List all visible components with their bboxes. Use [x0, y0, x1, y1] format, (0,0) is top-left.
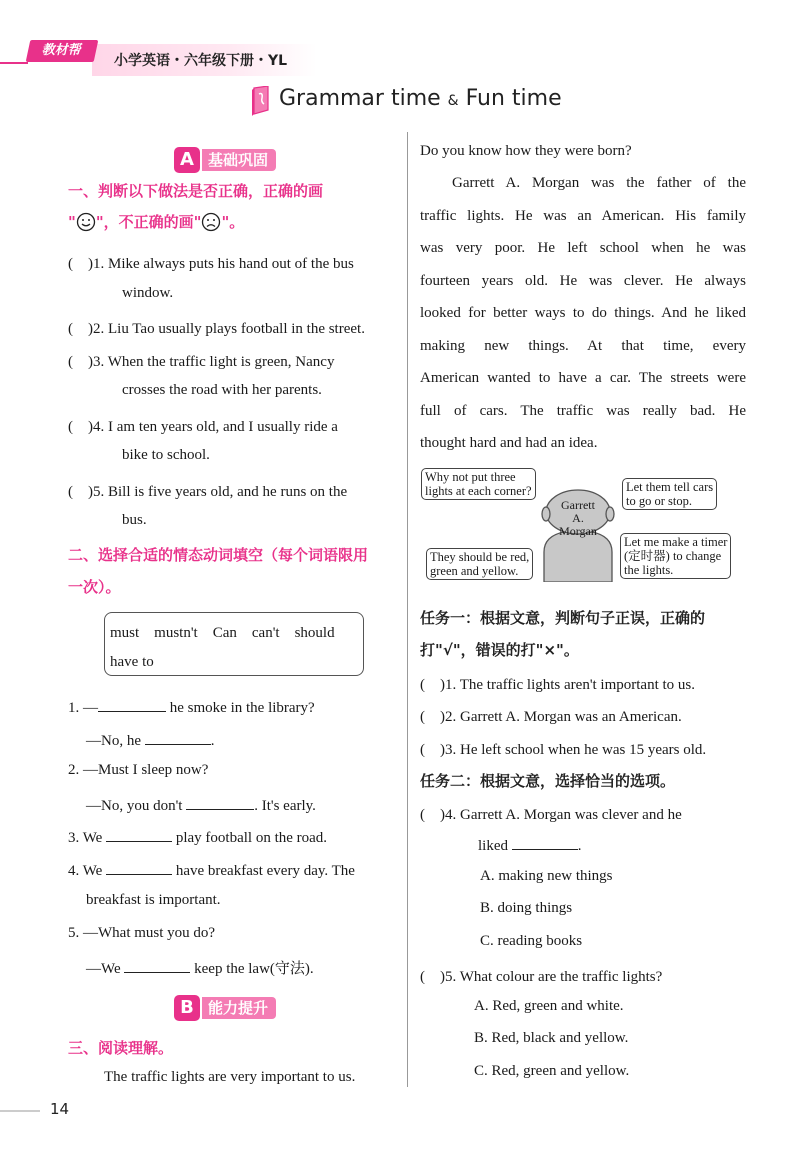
section-a-label: 基础巩固 [202, 149, 276, 171]
page-title [279, 86, 562, 111]
q-prefix: liked [478, 838, 508, 854]
answer-bracket[interactable]: ( ) [68, 256, 93, 272]
passage-line: Garrett A. Morgan was the father of the [452, 175, 746, 191]
section-b-label: 能力提升 [202, 997, 276, 1019]
section-a-letter: A [174, 147, 200, 173]
bubble-line: lights at each corner? [425, 484, 532, 498]
bubble-line: Why not put three [425, 470, 516, 484]
header-title: 小学英语・六年级下册・YL [114, 53, 288, 69]
q-suffix: . [210, 733, 215, 749]
answer-bracket[interactable]: ( ) [68, 419, 93, 435]
part1-heading-end: "。 [221, 213, 245, 231]
option-b: B. doing things [480, 900, 573, 916]
bubble-line: the lights. [624, 563, 674, 577]
passage-line: traffic lights. He was an American. His family [420, 208, 746, 224]
part2-q1-line2 [86, 730, 215, 750]
bubble-line: They should be red, [430, 550, 530, 564]
part2-q5-line1: 5. —What must you do? [68, 925, 216, 941]
speech-bubble-2 [426, 548, 533, 580]
option-c: C. Red, green and yellow. [474, 1063, 630, 1079]
q-prefix: 1. — [68, 700, 98, 716]
cartoon-name [556, 499, 600, 538]
q-suffix: . [577, 838, 582, 854]
part1-item-3 [68, 350, 334, 371]
item-text: 3. He left school when he was 15 years old. [445, 742, 707, 758]
part2-q2-line2 [86, 795, 316, 815]
sad-face-icon [201, 212, 221, 232]
part2-heading-line1: 二、选择合适的情态动词填空（每个词语限用 [68, 546, 369, 564]
part1-item-4 [68, 415, 338, 436]
bubble-line: Let me make a timer [624, 535, 728, 549]
task2-q4-cont [478, 835, 582, 855]
option-a: A. Red, green and white. [474, 998, 624, 1014]
speech-bubble-1 [421, 468, 536, 500]
part2-q4-cont: breakfast is important. [86, 892, 221, 908]
passage-line: thought hard and had an idea. [420, 435, 598, 451]
q-suffix: keep the law(守法). [194, 961, 314, 977]
passage-line: fourteen years old. He was clever. He always [420, 273, 746, 289]
part2-q1-line1 [68, 697, 315, 717]
answer-blank[interactable] [512, 835, 578, 850]
header-accent-line [0, 62, 28, 64]
part1-item-1-cont: window. [122, 285, 174, 301]
part1-item-2 [68, 317, 365, 338]
option-c: C. reading books [480, 933, 583, 949]
part2-q2-line1: 2. —Must I sleep now? [68, 762, 209, 778]
bubble-line: green and yellow. [430, 564, 519, 578]
item-text: 4. Garrett A. Morgan was clever and he [445, 807, 682, 823]
task1-item-1 [420, 673, 695, 694]
part1-item-5-cont: bus. [122, 512, 147, 528]
q-prefix: 3. We [68, 830, 103, 846]
answer-bracket[interactable]: ( ) [420, 709, 445, 725]
header-badge: 教材帮 [26, 40, 99, 62]
passage-start: The traffic lights are very important to us. [104, 1069, 356, 1085]
answer-blank[interactable] [186, 795, 254, 810]
part1-heading-mid: "，不正确的画" [95, 213, 202, 231]
q-suffix: play football on the road. [175, 830, 328, 846]
task2-q4 [420, 803, 682, 824]
task1-heading-line2: 打"√"，错误的打"×"。 [420, 641, 579, 659]
book-icon [250, 86, 272, 116]
speech-bubble-4 [620, 533, 731, 579]
word-bank-line1: must mustn't Can can't should [110, 625, 335, 641]
answer-bracket[interactable]: ( ) [420, 807, 445, 823]
q-prefix: 4. We [68, 863, 103, 879]
q-prefix: —We [86, 961, 121, 977]
answer-bracket[interactable]: ( ) [68, 354, 93, 370]
passage-line: was very poor. He left school when he was [420, 240, 746, 256]
part2-heading-line2: 一次）。 [68, 578, 121, 596]
option-b: B. Red, black and yellow. [474, 1030, 629, 1046]
q-prefix: —No, he [86, 733, 141, 749]
speech-bubble-3 [622, 478, 717, 510]
passage-line: looked for better ways to do things. And he liked [420, 305, 746, 321]
passage-line: full of cars. The traffic was really bad. He [420, 403, 746, 419]
task2-q5 [420, 965, 662, 986]
section-b-badge [174, 994, 276, 1022]
part2-q5-line2 [86, 957, 314, 978]
q-prefix: —No, you don't [86, 798, 183, 814]
part1-item-4-cont: bike to school. [122, 447, 210, 463]
answer-blank[interactable] [124, 958, 190, 973]
part1-heading-line1: 一、判断以下做法是否正确，正确的画 [68, 182, 324, 200]
page-title-amp: & [447, 93, 459, 109]
q-suffix: . It's early. [254, 798, 316, 814]
section-a-badge [174, 146, 276, 174]
answer-blank[interactable] [106, 827, 172, 842]
task2-heading: 任务二：根据文意，选择恰当的选项。 [420, 772, 676, 790]
page-title-main: Grammar time [279, 86, 441, 111]
footer-line [0, 1110, 40, 1112]
bubble-line: (定时器) to change [624, 549, 722, 563]
smile-face-icon [76, 212, 96, 232]
answer-blank[interactable] [106, 860, 172, 875]
passage-line: making new things. At that time, every [420, 338, 746, 354]
answer-bracket[interactable]: ( ) [420, 677, 445, 693]
q-suffix: he smoke in the library? [169, 700, 315, 716]
item-text: 2. Liu Tao usually plays football in the street. [93, 321, 365, 337]
task1-heading-line1: 任务一：根据文意，判断句子正误，正确的 [420, 609, 706, 627]
part1-item-3-cont: crosses the road with her parents. [122, 382, 322, 398]
answer-blank[interactable] [145, 730, 211, 745]
answer-bracket[interactable]: ( ) [68, 484, 93, 500]
part1-heading-quote-open: " [68, 212, 76, 231]
answer-bracket[interactable]: ( ) [420, 969, 445, 985]
cartoon-name-line: Garrett A. [561, 498, 595, 525]
word-bank-line2: have to [110, 654, 154, 670]
part1-item-5 [68, 480, 347, 501]
passage-line: American wanted to have a car. The streets were [420, 370, 746, 386]
part3-heading: 三、阅读理解。 [68, 1039, 174, 1057]
answer-bracket[interactable]: ( ) [420, 742, 445, 758]
page-title-rest: Fun time [465, 86, 562, 111]
passage-line: Do you know how they were born? [420, 143, 632, 159]
bubble-line: to go or stop. [626, 494, 692, 508]
cartoon-name-line: Morgan [559, 524, 597, 538]
part1-item-1 [68, 252, 354, 273]
task1-item-2 [420, 705, 682, 726]
item-text: 1. The traffic lights aren't important to us. [445, 677, 696, 693]
item-text: 1. Mike always puts his hand out of the bus [93, 256, 354, 272]
answer-bracket[interactable]: ( ) [68, 321, 93, 337]
q-suffix: have breakfast every day. The [175, 863, 355, 879]
part2-q4 [68, 860, 355, 880]
answer-blank[interactable] [98, 697, 166, 712]
item-text: 5. What colour are the traffic lights? [445, 969, 663, 985]
page-number: 14 [50, 1100, 70, 1118]
item-text: 2. Garrett A. Morgan was an American. [445, 709, 682, 725]
task1-item-3 [420, 738, 706, 759]
part2-q3 [68, 827, 327, 847]
item-text: 3. When the traffic light is green, Nancy [93, 354, 335, 370]
column-divider [407, 132, 408, 1087]
item-text: 4. I am ten years old, and I usually ride a [93, 419, 338, 435]
part1-heading-line2 [68, 211, 244, 232]
option-a: A. making new things [480, 868, 613, 884]
section-b-letter: B [174, 995, 200, 1021]
item-text: 5. Bill is five years old, and he runs on the [93, 484, 348, 500]
bubble-line: Let them tell cars [626, 480, 714, 494]
